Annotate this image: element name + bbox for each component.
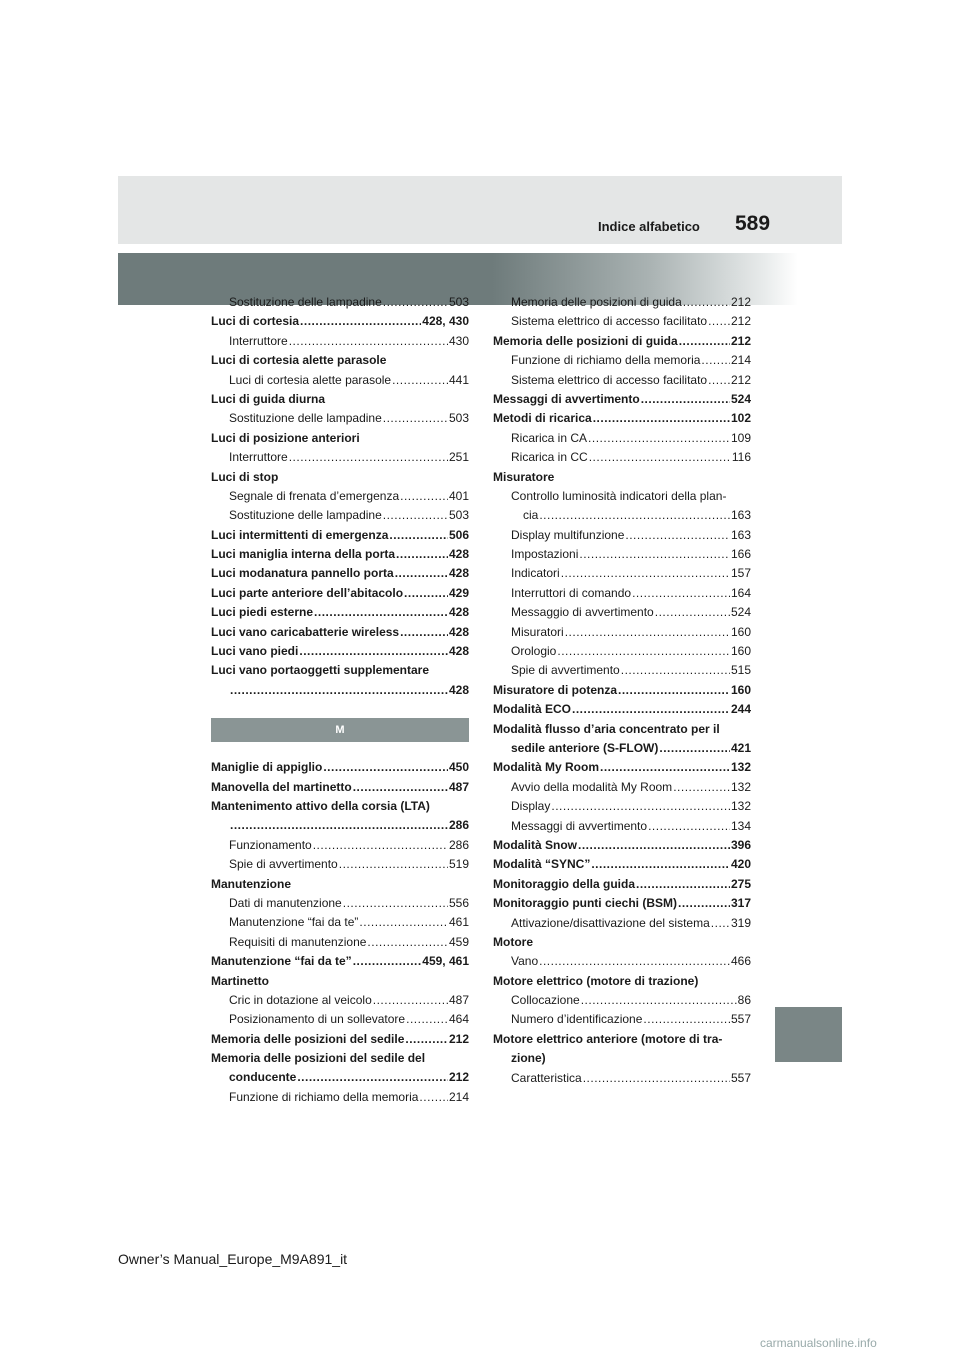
entry-label: Luci vano piedi: [211, 644, 299, 659]
index-subentry: [211, 913, 469, 932]
entry-label: Maniglie di appiglio: [211, 760, 323, 775]
index-subentry: [211, 371, 469, 390]
entry-page-ref[interactable]: 428: [448, 682, 469, 697]
entry-page-ref[interactable]: 428: [448, 624, 469, 639]
entry-label: Modalità My Room: [493, 760, 600, 775]
index-subentry: [493, 1010, 751, 1029]
entry-label: Interruttori di comando: [511, 585, 632, 600]
index-subentry: [493, 817, 751, 836]
dot-leader: [655, 603, 730, 622]
entry-label: Spie di avvertimento: [229, 857, 338, 872]
dot-leader: [648, 817, 730, 836]
entry-label: Modalità flusso d’aria concentrato per il: [493, 721, 720, 736]
entry-page-ref[interactable]: 212: [730, 314, 751, 329]
dot-leader: [300, 312, 421, 331]
dot-leader: [400, 487, 448, 506]
entry-label: Sostituzione delle lampadine: [229, 295, 382, 309]
index-entry: [493, 894, 751, 913]
header-band: [118, 176, 842, 244]
index-subentry: [211, 506, 469, 525]
entry-label: Monitoraggio della guida: [493, 876, 635, 891]
index-entry: [211, 584, 469, 603]
dot-leader: [230, 681, 448, 700]
dot-leader: [625, 526, 730, 545]
entry-page-ref[interactable]: 396: [730, 837, 751, 852]
entry-label: Memoria delle posizioni del sedile del: [211, 1051, 426, 1066]
entry-label: Luci di stop: [211, 469, 279, 484]
entry-label: Messaggi di avvertimento: [511, 818, 648, 833]
index-subentry: [211, 1088, 469, 1107]
footer-manual-id: Owner’s Manual_Europe_M9A891_it: [118, 1251, 348, 1267]
entry-label: Misuratore di potenza: [493, 682, 618, 697]
index-subentry: [211, 991, 469, 1010]
entry-label: Modalità “SYNC”: [493, 857, 591, 872]
entry-label: Luci maniglia interna della porta: [211, 547, 396, 562]
entry-label: Modalità ECO: [493, 702, 572, 717]
entry-page-ref[interactable]: 428: [448, 605, 469, 620]
index-subentry: [211, 933, 469, 952]
dot-leader: [289, 332, 448, 351]
index-entry: [211, 681, 469, 700]
entry-label: Manovella del martinetto: [211, 779, 352, 794]
index-entry: [211, 816, 469, 835]
dot-leader: [383, 506, 448, 525]
entry-page-ref[interactable]: 556: [448, 895, 469, 910]
entry-label: Motore elettrico anteriore (motore di tra-: [493, 1031, 723, 1046]
entry-label: Sostituzione delle lampadine: [229, 508, 382, 523]
dot-leader: [383, 409, 448, 428]
entry-page-ref[interactable]: 212: [448, 1031, 469, 1046]
entry-page-ref[interactable]: 464: [448, 1012, 469, 1027]
entry-page-ref[interactable]: 160: [730, 682, 751, 697]
dot-leader: [600, 758, 730, 777]
entry-page-ref[interactable]: 212: [448, 1070, 469, 1085]
index-subentry: [493, 526, 751, 545]
entry-page-ref[interactable]: 503: [448, 411, 469, 426]
entry-label: Dati di manutenzione: [229, 895, 342, 910]
thumb-index-tab: [775, 1007, 842, 1062]
entry-page-ref[interactable]: 429: [448, 585, 469, 600]
entry-label: Orologio: [511, 644, 557, 659]
entry-page-ref[interactable]: 319: [730, 915, 751, 930]
entry-label: Luci di cortesia: [211, 314, 300, 329]
index-subentry: [493, 506, 751, 525]
entry-label: Messaggio di avvertimento: [511, 605, 654, 620]
entry-page-ref[interactable]: 506: [448, 527, 469, 542]
index-entry: [493, 875, 751, 894]
index-entry: [211, 797, 469, 816]
dot-leader: [419, 1088, 448, 1107]
entry-page-ref[interactable]: 160: [730, 644, 751, 659]
entry-label: Memoria delle posizioni di guida: [493, 333, 678, 348]
entry-page-ref[interactable]: 163: [730, 527, 751, 542]
entry-page-ref[interactable]: 251: [448, 450, 469, 465]
entry-page-ref[interactable]: 116: [731, 450, 751, 465]
index-entry: [211, 1030, 469, 1049]
dot-leader: [539, 506, 730, 525]
index-subentry: [493, 371, 751, 390]
section-title: Indice alfabetico: [598, 219, 700, 234]
entry-label: Display multifunzione: [511, 527, 625, 542]
index-entry: [211, 526, 469, 545]
index-subentry: [211, 487, 469, 506]
page-number: 589: [735, 212, 771, 235]
entry-label: cia: [523, 508, 539, 523]
dot-leader: [313, 836, 448, 855]
dot-leader: [588, 429, 730, 448]
index-subentry: [493, 623, 751, 642]
dot-leader: [678, 894, 730, 913]
dot-leader: [405, 1030, 448, 1049]
dot-leader: [373, 991, 448, 1010]
entry-label: Luci piedi esterne: [211, 605, 314, 620]
index-entry: [493, 758, 751, 777]
index-entry: [493, 855, 751, 874]
index-entry: [211, 972, 469, 991]
index-entry: [493, 1049, 751, 1068]
dot-leader: [406, 1010, 448, 1029]
dot-leader: [583, 1069, 730, 1088]
index-subentry: [493, 778, 751, 797]
entry-label: conducente: [229, 1070, 297, 1085]
dot-leader: [618, 681, 730, 700]
index-subentry: [493, 1069, 751, 1088]
entry-page-ref[interactable]: 441: [448, 372, 469, 387]
dot-leader: [708, 312, 730, 331]
entry-label: Messaggi di avvertimento: [493, 391, 640, 406]
entry-label: zione): [511, 1051, 546, 1066]
dot-leader: [353, 778, 448, 797]
entry-label: Memoria delle posizioni di guida: [511, 295, 682, 309]
entry-page-ref[interactable]: 524: [730, 391, 751, 406]
dot-leader: [701, 351, 730, 370]
index-entry: [493, 390, 751, 409]
dot-leader: [396, 545, 448, 564]
dot-leader: [643, 1010, 730, 1029]
index-subentry: [493, 952, 751, 971]
index-entry: [211, 661, 469, 680]
entry-page-ref[interactable]: 450: [448, 760, 469, 775]
entry-page-ref[interactable]: 212: [730, 333, 751, 348]
dot-leader: [343, 894, 448, 913]
entry-label: Sostituzione delle lampadine: [229, 411, 382, 426]
entry-page-ref[interactable]: 286: [448, 837, 469, 852]
index-entry: [493, 933, 751, 952]
entry-page-ref[interactable]: 421: [730, 740, 751, 755]
dot-leader: [404, 584, 448, 603]
entry-page-ref[interactable]: 420: [730, 857, 751, 872]
dot-leader: [557, 642, 730, 661]
index-subentry: [493, 564, 751, 583]
entry-page-ref[interactable]: 214: [448, 1089, 469, 1104]
entry-label: Cric in dotazione al veicolo: [229, 992, 372, 1007]
dot-leader: [673, 778, 730, 797]
entry-label: Spie di avvertimento: [511, 663, 620, 678]
index-subentry: [211, 448, 469, 467]
entry-page-ref[interactable]: 459, 461: [422, 954, 469, 969]
index-column-left: [211, 293, 469, 1107]
entry-label: Ricarica in CC: [511, 450, 588, 465]
entry-label: Interruttore: [229, 450, 288, 465]
entry-label: Modalità Snow: [493, 837, 577, 852]
index-entry: [493, 700, 751, 719]
entry-page-ref[interactable]: 244: [730, 702, 751, 717]
entry-page-ref[interactable]: 86: [737, 993, 751, 1008]
entry-label: Luci di cortesia alette parasole: [211, 353, 387, 368]
entry-label: Manutenzione “fai da te”: [229, 915, 359, 930]
entry-label: Funzionamento: [229, 837, 312, 852]
entry-label: Funzione di richiamo della memoria: [229, 1089, 419, 1104]
entry-label: Numero d’identificazione: [511, 1012, 643, 1027]
entry-page-ref[interactable]: 428: [448, 644, 469, 659]
dot-leader: [593, 409, 730, 428]
dot-leader: [711, 914, 730, 933]
entry-label: Avvio della modalità My Room: [511, 779, 673, 794]
index-subentry: [211, 894, 469, 913]
dot-leader: [383, 293, 448, 312]
entry-page-ref[interactable]: 401: [448, 488, 469, 503]
dot-leader: [297, 1068, 448, 1087]
dot-leader: [589, 448, 731, 467]
entry-page-ref[interactable]: 109: [730, 430, 751, 445]
entry-label: Vano: [511, 954, 539, 969]
entry-page-ref[interactable]: 557: [730, 1070, 751, 1085]
entry-page-ref[interactable]: 515: [730, 663, 751, 678]
index-subentry: [211, 293, 469, 312]
index-column-right: [493, 293, 751, 1088]
entry-page-ref[interactable]: 428: [448, 566, 469, 581]
dot-leader: [641, 390, 730, 409]
index-entry: [211, 1068, 469, 1087]
entry-label: Sistema elettrico di accesso facilitato: [511, 314, 708, 329]
index-entry: [211, 603, 469, 622]
entry-page-ref[interactable]: 466: [730, 954, 751, 969]
entry-page-ref[interactable]: 519: [448, 857, 469, 872]
entry-page-ref[interactable]: 275: [730, 876, 751, 891]
index-entry: [493, 1030, 751, 1049]
entry-label: Misuratore: [493, 469, 555, 484]
dot-leader: [572, 700, 730, 719]
index-subentry: [493, 914, 751, 933]
index-subentry: [493, 429, 751, 448]
entry-page-ref[interactable]: 212: [730, 372, 751, 387]
dot-leader: [565, 623, 730, 642]
entry-label: Luci di posizione anteriori: [211, 430, 360, 445]
entry-page-ref[interactable]: 428: [448, 547, 469, 562]
index-entry: [211, 429, 469, 448]
entry-page-ref[interactable]: 557: [730, 1012, 751, 1027]
entry-page-ref[interactable]: 461: [448, 915, 469, 930]
entry-label: Funzione di richiamo della memoria: [511, 353, 701, 368]
entry-label: Sistema elettrico di accesso facilitato: [511, 372, 708, 387]
entry-label: Luci modanatura pannello porta: [211, 566, 394, 581]
entry-label: Luci vano portaoggetti supplementare: [211, 663, 430, 678]
entry-label: Monitoraggio punti ciechi (BSM): [493, 896, 677, 911]
index-subentry: [211, 1010, 469, 1029]
entry-label: Luci parte anteriore dell’abitacolo: [211, 585, 404, 600]
dot-leader: [539, 952, 730, 971]
entry-page-ref[interactable]: 160: [730, 624, 751, 639]
dot-leader: [683, 293, 730, 312]
index-subentry: [493, 448, 751, 467]
entry-label: Indicatori: [511, 566, 560, 581]
index-entry: [211, 875, 469, 894]
entry-label: Requisiti di manutenzione: [229, 934, 367, 949]
dot-leader: [632, 584, 730, 603]
index-letter-heading: M: [211, 718, 469, 742]
entry-label: Mantenimento attivo della corsia (LTA): [211, 798, 430, 813]
entry-label: Segnale di frenata d’emergenza: [229, 488, 400, 503]
dot-leader: [299, 642, 448, 661]
entry-page-ref[interactable]: 163: [730, 508, 751, 523]
dot-leader: [561, 564, 730, 583]
entry-page-ref[interactable]: 157: [730, 566, 751, 581]
dot-leader: [591, 855, 730, 874]
entry-label: Controllo luminosità indicatori della plan-: [511, 488, 727, 503]
index-entry: [493, 739, 751, 758]
index-entry: [211, 623, 469, 642]
dot-leader: [579, 545, 730, 564]
entry-label: Ricarica in CA: [511, 430, 588, 445]
index-subentry: [493, 312, 751, 331]
entry-page-ref[interactable]: 430: [448, 333, 469, 348]
entry-page-ref[interactable]: 286: [448, 818, 469, 833]
entry-label: Luci di guida diurna: [211, 391, 325, 406]
index-subentry: [493, 661, 751, 680]
index-entry: [211, 952, 469, 971]
entry-label: Luci di cortesia alette parasole: [229, 372, 392, 387]
dot-leader: [367, 933, 448, 952]
index-entry: [493, 836, 751, 855]
entry-page-ref[interactable]: 166: [730, 547, 751, 562]
index-subentry: [493, 991, 751, 1010]
entry-label: Interruttore: [229, 333, 288, 348]
entry-page-ref[interactable]: 524: [730, 605, 751, 620]
entry-page-ref[interactable]: 132: [730, 779, 751, 794]
index-subentry: [493, 293, 751, 312]
index-subentry: [493, 642, 751, 661]
dot-leader: [323, 758, 448, 777]
entry-label: Metodi di ricarica: [493, 411, 592, 426]
index-entry: [493, 720, 751, 739]
entry-page-ref[interactable]: 132: [730, 760, 751, 775]
dot-leader: [289, 448, 448, 467]
entry-page-ref[interactable]: 487: [448, 779, 469, 794]
index-entry: [211, 312, 469, 331]
dot-leader: [551, 797, 730, 816]
index-subentry: [493, 584, 751, 603]
dot-leader: [339, 855, 448, 874]
dot-leader: [314, 603, 448, 622]
index-entry: [211, 778, 469, 797]
index-subentry: [211, 409, 469, 428]
index-subentry: [493, 603, 751, 622]
entry-page-ref[interactable]: 102: [730, 411, 751, 426]
dot-leader: [392, 371, 448, 390]
index-entry: [493, 972, 751, 991]
entry-label: Posizionamento di un sollevatore: [229, 1012, 406, 1027]
entry-page-ref[interactable]: 214: [730, 353, 751, 368]
dot-leader: [679, 332, 730, 351]
entry-label: sedile anteriore (S-FLOW): [511, 740, 659, 755]
dot-leader: [353, 952, 422, 971]
dot-leader: [708, 371, 730, 390]
entry-page-ref[interactable]: 459: [448, 934, 469, 949]
dot-leader: [578, 836, 730, 855]
index-subentry: [493, 545, 751, 564]
dot-leader: [395, 564, 448, 583]
index-subentry: [211, 836, 469, 855]
dot-leader: [400, 623, 448, 642]
entry-label: Impostazioni: [511, 547, 579, 562]
entry-label: Motore: [493, 934, 533, 949]
index-entry: [211, 642, 469, 661]
index-entry: [211, 564, 469, 583]
entry-label: Attivazione/disattivazione del sistema: [511, 915, 710, 930]
index-subentry: [211, 332, 469, 351]
entry-label: Caratteristica: [511, 1070, 582, 1085]
index-entry: [493, 468, 751, 487]
index-entry: [211, 390, 469, 409]
entry-page-ref[interactable]: 428, 430: [422, 314, 469, 329]
dot-leader: [581, 991, 737, 1010]
dot-leader: [359, 913, 448, 932]
dot-leader: [636, 875, 730, 894]
entry-label: Memoria delle posizioni del sedile: [211, 1031, 405, 1046]
entry-page-ref[interactable]: 132: [730, 799, 751, 814]
entry-page-ref[interactable]: 212: [730, 295, 751, 309]
entry-page-ref[interactable]: 487: [448, 992, 469, 1007]
entry-label: Motore elettrico (motore di trazione): [493, 973, 699, 988]
index-entry: [211, 351, 469, 370]
index-subentry: [493, 487, 751, 506]
dot-leader: [230, 816, 448, 835]
entry-label: Luci intermittenti di emergenza: [211, 527, 389, 542]
index-entry: [211, 468, 469, 487]
entry-label: Luci vano caricabatterie wireless: [211, 624, 400, 639]
dot-leader: [389, 526, 448, 545]
entry-page-ref[interactable]: 134: [730, 818, 751, 833]
entry-label: Martinetto: [211, 973, 269, 988]
entry-label: Misuratori: [511, 624, 564, 639]
entry-label: Display: [511, 799, 551, 814]
index-entry: [211, 545, 469, 564]
entry-page-ref[interactable]: 164: [730, 585, 751, 600]
entry-label: Manutenzione “fai da te”: [211, 954, 352, 969]
entry-page-ref[interactable]: 317: [730, 896, 751, 911]
dot-leader: [621, 661, 730, 680]
entry-page-ref[interactable]: 503: [448, 508, 469, 523]
index-entry: [211, 1049, 469, 1068]
entry-page-ref[interactable]: 503: [448, 295, 469, 309]
index-entry: [211, 758, 469, 777]
index-entry: [493, 332, 751, 351]
watermark: carmanualsonline.info: [760, 1336, 877, 1350]
entry-label: Manutenzione: [211, 876, 291, 891]
index-entry: [493, 409, 751, 428]
entry-label: Collocazione: [511, 993, 580, 1008]
index-subentry: [493, 797, 751, 816]
index-entry: [493, 681, 751, 700]
index-subentry: [493, 351, 751, 370]
dot-leader: [659, 739, 730, 758]
index-subentry: [211, 855, 469, 874]
